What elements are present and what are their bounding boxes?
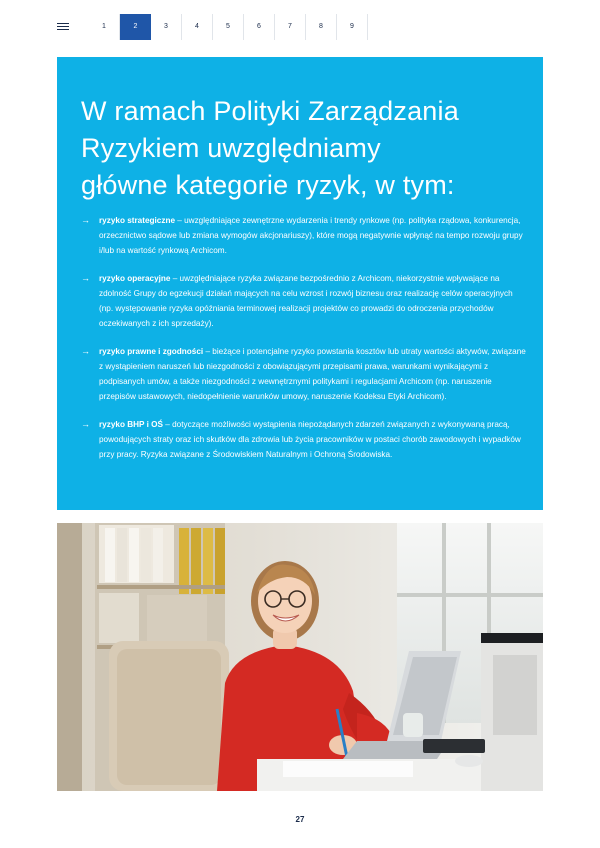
risk-item-title: ryzyko strategiczne bbox=[99, 216, 175, 225]
page-tab-2[interactable]: 2 bbox=[120, 14, 151, 40]
arrow-right-icon: → bbox=[81, 419, 90, 429]
risk-item-description: – bieżące i potencjalne ryzyko powstania kosztów lub utraty wartości aktywów, związane z wystąpieniem naruszeń lub niezgodności z obowiązującymi przepisami prawa, warunkami wynikającymi z podpisanych umów, a także niezgodności z wewnętrznymi politykami i regulacjami Archicom (np. naruszenie przepisów ustawowych, niedopełnienie warunków umowy, naruszenie Kodeksu Etyki Archicom). bbox=[99, 347, 526, 401]
risk-categories-panel bbox=[57, 57, 543, 510]
heading-line: W ramach Polityki Zarządzania bbox=[81, 96, 459, 126]
risk-item bbox=[81, 271, 527, 331]
page-tab-3[interactable]: 3 bbox=[151, 14, 182, 40]
page-tab-1[interactable]: 1 bbox=[89, 14, 120, 40]
arrow-right-icon: → bbox=[81, 346, 90, 356]
risk-item bbox=[81, 213, 527, 258]
heading-line: Ryzykiem uwzględniamy bbox=[81, 133, 381, 163]
risk-item bbox=[81, 417, 527, 462]
hamburger-menu-icon[interactable] bbox=[57, 23, 69, 31]
page-tab-5[interactable]: 5 bbox=[213, 14, 244, 40]
risk-item-description: – dotyczące możliwości wystąpienia niepożądanych zdarzeń związanych z wykonywaną pracą, powodujących straty oraz ich skutków dla zdrowia lub życia pracowników w postaci chorób zawodowych i wypadków przy pracy. Ryzyka związane z Środowiskiem Naturalnym i Ochroną Środowiska. bbox=[99, 420, 521, 459]
page-tab-8[interactable]: 8 bbox=[306, 14, 337, 40]
page-tab-4[interactable]: 4 bbox=[182, 14, 213, 40]
risk-item-description: – uwzględniające zewnętrzne wydarzenia i trendy rynkowe (np. polityka rządowa, konkurencja, orzecznictwo sądowe lub zmiana wymogów akcjonariuszy), które mogą negatywnie wpłynąć na tempo rozwoju grupy i/lub na wartość rynkową Archicom. bbox=[99, 216, 523, 255]
page-number: 27 bbox=[295, 815, 305, 824]
risk-item-description: – uwzględniające ryzyka związane bezpośrednio z Archicom, niekorzystnie wpływające na zdolność Grupy do egzekucji działań mających na celu wzrost i rozwój biznesu oraz realizację celów operacyjnych (np. występowanie ryzyka opóźniania terminowej realizacji projektów co prowadzi do odroczenia przychodów oczekiwanych z ich sprzedaży). bbox=[99, 274, 513, 328]
risk-list bbox=[81, 213, 527, 475]
top-navigation bbox=[57, 14, 377, 40]
arrow-right-icon: → bbox=[81, 273, 90, 283]
page-tab-7[interactable]: 7 bbox=[275, 14, 306, 40]
risk-item-title: ryzyko prawne i zgodności bbox=[99, 347, 204, 356]
office-photo bbox=[57, 523, 543, 791]
risk-item-title: ryzyko operacyjne bbox=[99, 274, 171, 283]
risk-item-title: ryzyko BHP i OŚ bbox=[99, 420, 164, 429]
risk-item bbox=[81, 344, 527, 404]
arrow-right-icon: → bbox=[81, 215, 90, 225]
page-tab-9[interactable]: 9 bbox=[337, 14, 368, 40]
page-tab-6[interactable]: 6 bbox=[244, 14, 275, 40]
panel-heading bbox=[81, 93, 531, 204]
heading-line: główne kategorie ryzyk, w tym: bbox=[81, 170, 455, 200]
page-tabs bbox=[89, 14, 368, 40]
